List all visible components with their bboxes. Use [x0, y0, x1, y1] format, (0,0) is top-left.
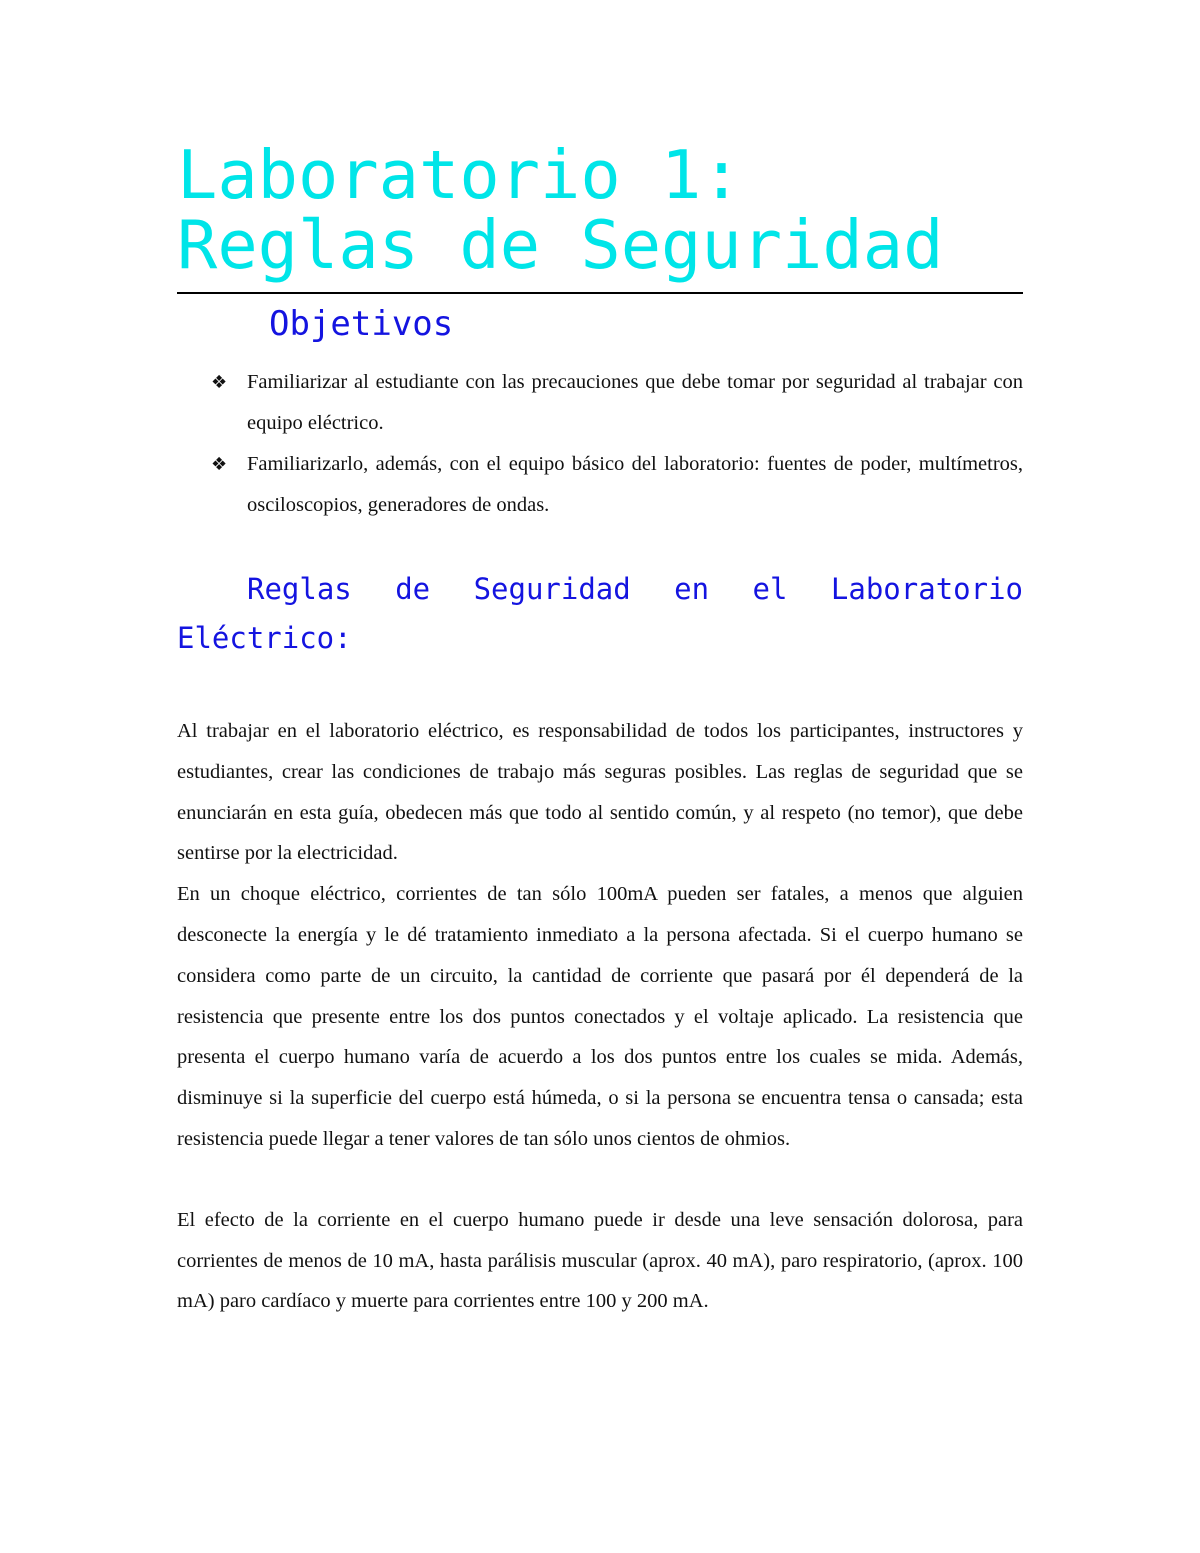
diamond-bullet-icon: ❖: [211, 372, 228, 393]
objectives-heading: Objetivos: [269, 304, 454, 344]
title-line-2: Reglas de Seguridad: [177, 206, 944, 284]
body-paragraph-3: El efecto de la corriente en el cuerpo humano puede ir desde una leve sensación dolorosa, para corrientes de menos de 10 mA, hasta parálisis muscular (aprox. 40 mA), paro respiratorio, (aprox. 100 mA) paro cardíaco y muerte para corrientes entre 100 y 200 mA.: [177, 1208, 1023, 1313]
objective-text-1: Familiarizar al estudiante con las precauciones que debe tomar por seguridad al trabajar con equipo eléctrico.: [247, 371, 1023, 434]
body-paragraph-2: En un choque eléctrico, corrientes de tan sólo 100mA pueden ser fatales, a menos que alguien desconecte la energía y le dé tratamiento inmediato a la persona afectada. Si el cuerpo humano se considera como parte de un circuito, la cantidad de corriente que pasará por él dependerá de la resistencia que presente entre los dos puntos conectados y el voltaje aplicado. La resistencia que presenta el cuerpo humano varía de acuerdo a los dos puntos entre los cuales se mida. Además, disminuye si la superficie del cuerpo está húmeda, o si la persona se encuentra tensa o cansada; esta resistencia puede llegar a tener valores de tan sólo unos cientos de ohmios.: [177, 883, 1023, 1150]
objective-item-2: [177, 444, 1023, 526]
objective-text-2: Familiarizarlo, además, con el equipo básico del laboratorio: fuentes de poder, multímetros, osciloscopios, generadores de ondas.: [247, 453, 1023, 516]
title-line-1: Laboratorio 1:: [177, 136, 742, 214]
rules-heading: Reglas de Seguridad en el Laboratorio Eléctrico:: [177, 572, 1023, 655]
objective-item-1: [177, 362, 1023, 444]
document-content: [177, 136, 1023, 1322]
body-paragraph-1: Al trabajar en el laboratorio eléctrico, es responsabilidad de todos los participantes, instructores y estudiantes, crear las condiciones de trabajo más seguras posibles. Las reglas de seguridad que se enunciarán en esta guía, obedecen más que todo al sentido común, y al respeto (no temor), que debe sentirse por la electricidad.: [177, 720, 1023, 865]
diamond-bullet-icon: ❖: [211, 454, 228, 475]
document-title: [177, 136, 1023, 284]
objectives-list: [177, 362, 1023, 526]
title-divider: [177, 292, 1023, 294]
